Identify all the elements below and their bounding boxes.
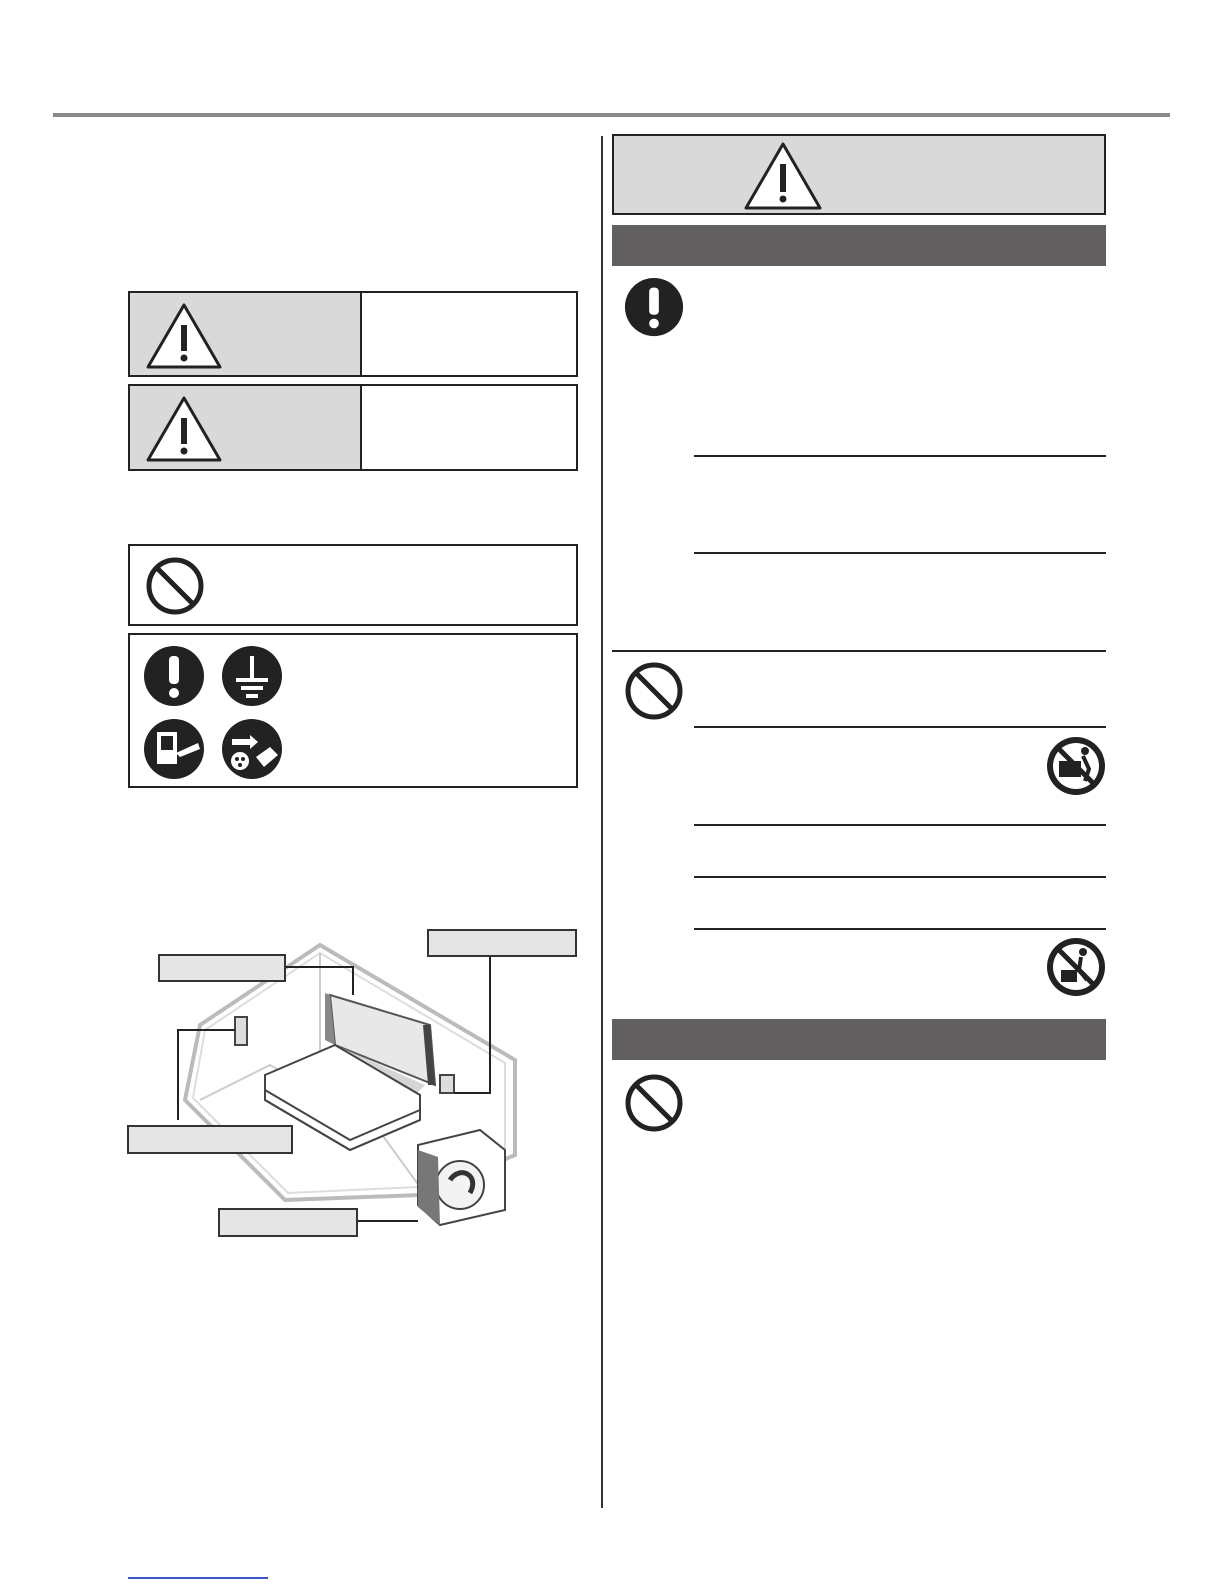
caution-triangle-icon xyxy=(144,394,224,464)
caution-legend-box xyxy=(128,384,578,471)
ground-icon xyxy=(220,644,284,708)
divider-7 xyxy=(694,928,1106,930)
power-switch-off-icon xyxy=(142,717,206,781)
prohibited-legend-box xyxy=(128,544,578,626)
section-bar-1 xyxy=(612,225,1106,266)
unplug-icon xyxy=(220,717,284,781)
no-climbing-icon xyxy=(1045,735,1107,797)
prohibited-circle-icon xyxy=(623,1072,685,1134)
warning-triangle-icon xyxy=(742,140,824,212)
exclamation-circle-icon xyxy=(623,276,685,338)
divider-3 xyxy=(612,650,1106,652)
divider-1 xyxy=(694,455,1106,457)
column-divider xyxy=(601,136,603,1508)
top-rule xyxy=(53,113,1170,117)
divider-2 xyxy=(694,552,1106,554)
remote-control-shape xyxy=(235,1017,247,1045)
section-bar-2 xyxy=(612,1019,1106,1060)
divider-4 xyxy=(694,726,1106,728)
no-sitting-icon xyxy=(1045,936,1107,998)
divider-6 xyxy=(694,876,1106,878)
prohibited-circle-icon xyxy=(144,555,206,617)
caution-legend-gray xyxy=(130,386,360,469)
warning-legend-gray xyxy=(130,293,360,375)
warning-triangle-icon xyxy=(144,301,224,371)
prohibited-circle-icon xyxy=(623,660,685,722)
label-outdoor-unit xyxy=(218,1208,358,1237)
exclamation-circle-icon xyxy=(142,644,206,708)
plug-shape xyxy=(440,1075,454,1093)
warning-banner xyxy=(612,134,1106,215)
warning-legend-box xyxy=(128,291,578,377)
label-remote-control xyxy=(127,1125,293,1154)
label-indoor-unit xyxy=(158,954,286,982)
label-plug xyxy=(427,929,577,957)
mandatory-legend-box xyxy=(128,633,578,788)
footer-link[interactable] xyxy=(128,1577,268,1579)
divider-5 xyxy=(694,824,1106,826)
